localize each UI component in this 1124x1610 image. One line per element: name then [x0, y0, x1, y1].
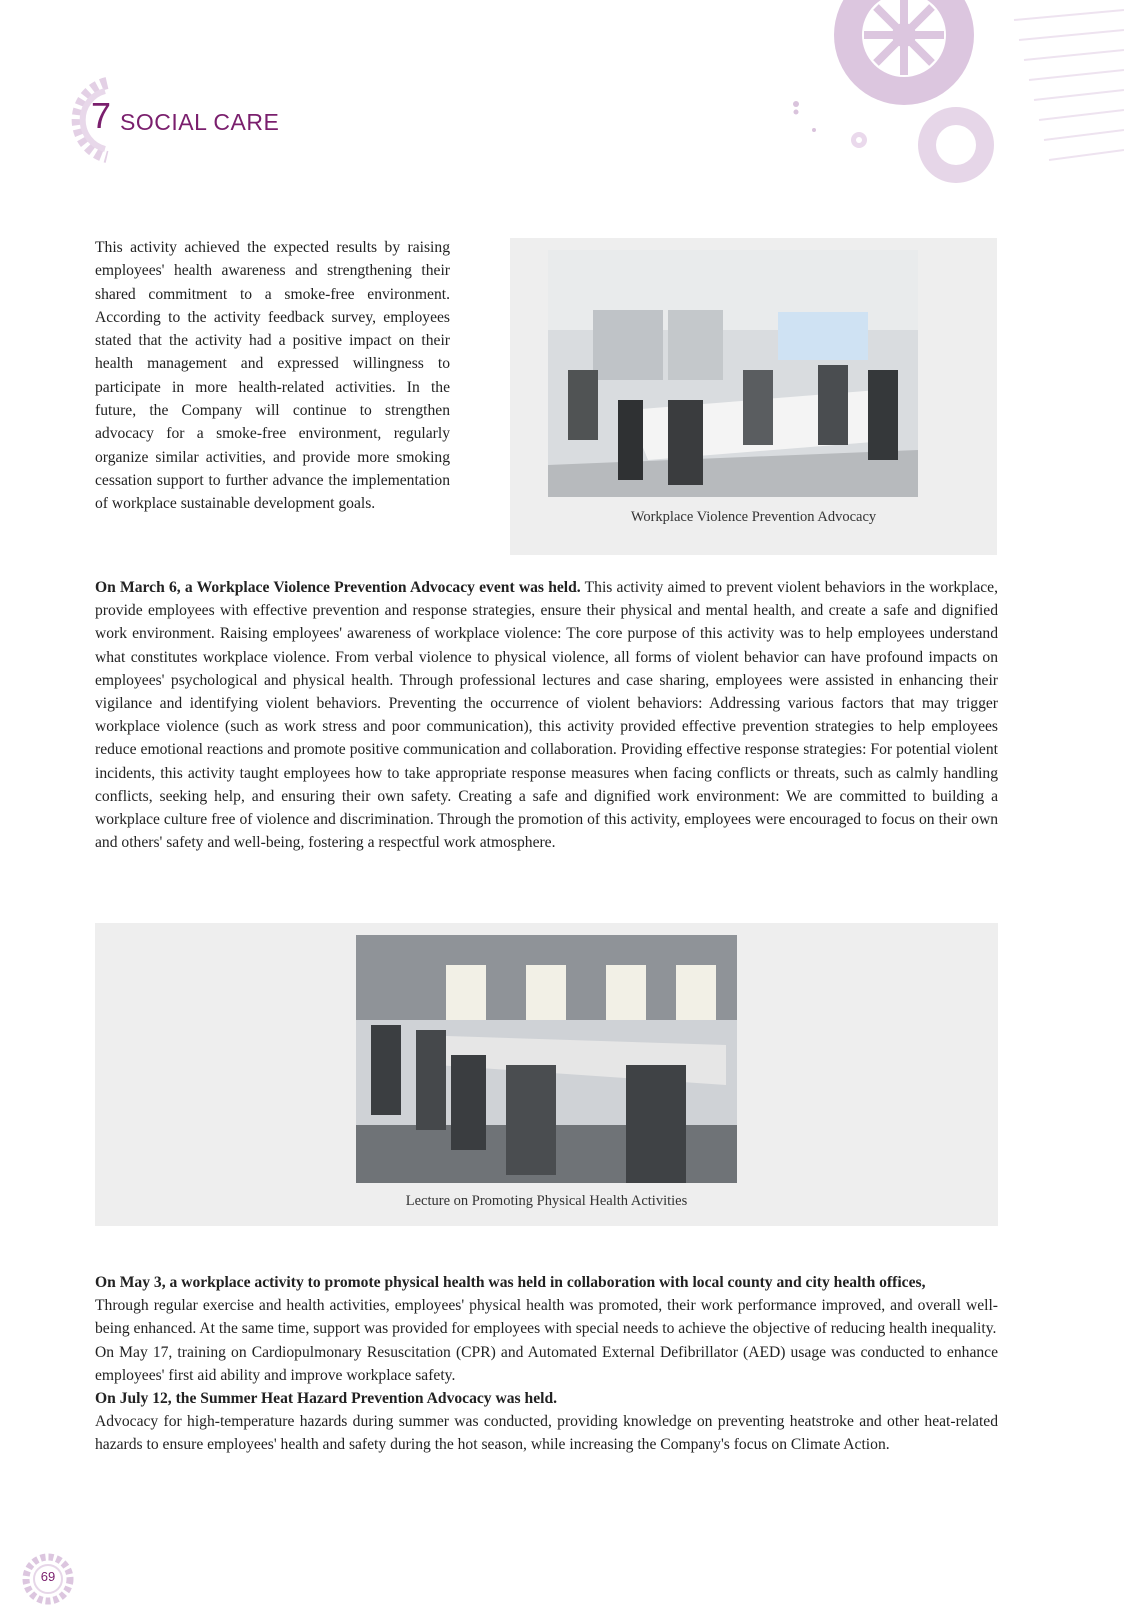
heat-body: Advocacy for high-temperature hazards during summer was conducted, providing knowledge on preventing heatstroke and other heat-related hazards to ensure employees' health and safety during the hot season, while increasing the Company's focus on Climate Action.: [95, 1413, 998, 1454]
decorative-gears: [784, 0, 1124, 200]
health-body-1: Through regular exercise and health activities, employees' physical health was promoted, their work performance improved, and overall well-being enhanced. At the same time, support was provided for employees with special needs to achieve the objective of reducing health inequality.: [95, 1297, 998, 1338]
heat-heading: On July 12, the Summer Heat Hazard Prevention Advocacy was held.: [95, 1390, 558, 1408]
health-section: [95, 1271, 998, 1457]
health-body-2: On May 17, training on Cardiopulmonary Resuscitation (CPR) and Automated External Defibrillator (AED) usage was conducted to enhance employees' first aid ability and improve workplace safety.: [95, 1343, 998, 1384]
lecture-photo: [356, 935, 737, 1183]
violence-section: [95, 576, 998, 854]
page-number-badge: [22, 1553, 74, 1605]
figure-caption: Lecture on Promoting Physical Health Activities: [405, 1193, 688, 1209]
violence-lead: On March 6, a Workplace Violence Prevention Advocacy event was held.: [95, 579, 581, 596]
health-heading: On May 3, a workplace activity to promote physical health was held in collaboration with local county and city health offices,: [95, 1274, 926, 1291]
section-title: SOCIAL CARE: [120, 109, 280, 135]
figure-workplace-violence: [510, 238, 997, 555]
violence-body: This activity aimed to prevent violent behaviors in the workplace, provide employees with effective prevention and response strategies, ensure their physical and mental health, and create a safe and dignified work environment. Raising employees' awareness of workplace violence: The core purpose of this activity was to help employees understand what constitutes workplace violence. From verbal violence to physical violence, all forms of violent behavior can have profound impacts on employees' psychological and physical health. Through professional lectures and case sharing, employees were assisted in enhancing their vigilance and identifying violent behaviors. Preventing the occurrence of violent behaviors: Addressing various factors that may trigger workplace violence (such as work stress and poor communication), this activity provided effective prevention strategies to help employees reduce emotional reactions and promote positive communication and collaboration. Providing effective response strategies: For potential violent incidents, this activity taught employees how to take appropriate response measures when facing conflicts or threats, such as calmly handling conflicts, seeking help, and ensuring their own safety. Creating a safe and dignified work environment: We are committed to building a workplace culture free of violence and discrimination. Through the promotion of this activity, employees were encouraged to focus on their own and others' safety and well-being, fostering a respectful work atmosphere.: [95, 579, 998, 852]
section-number: 7: [91, 95, 112, 136]
page-number: 69: [40, 1569, 56, 1584]
figure-physical-health: [95, 923, 998, 1226]
figure-caption: Workplace Violence Prevention Advocacy: [630, 509, 877, 525]
intro-paragraph: This activity achieved the expected results by raising employees' health awareness and strengthening their shared commitment to a smoke-free environment. According to the activity feedback survey, employees stated that the activity had a positive impact on their health management and expressed willingness to participate in more health-related activities. In the future, the Company will continue to strengthen advocacy for a smoke-free environment, regularly organize similar activities, and provide more smoking cessation support to further advance the implementation of workplace sustainable development goals.: [95, 239, 450, 513]
section-header: [55, 75, 355, 165]
meeting-room-photo: [548, 250, 918, 497]
